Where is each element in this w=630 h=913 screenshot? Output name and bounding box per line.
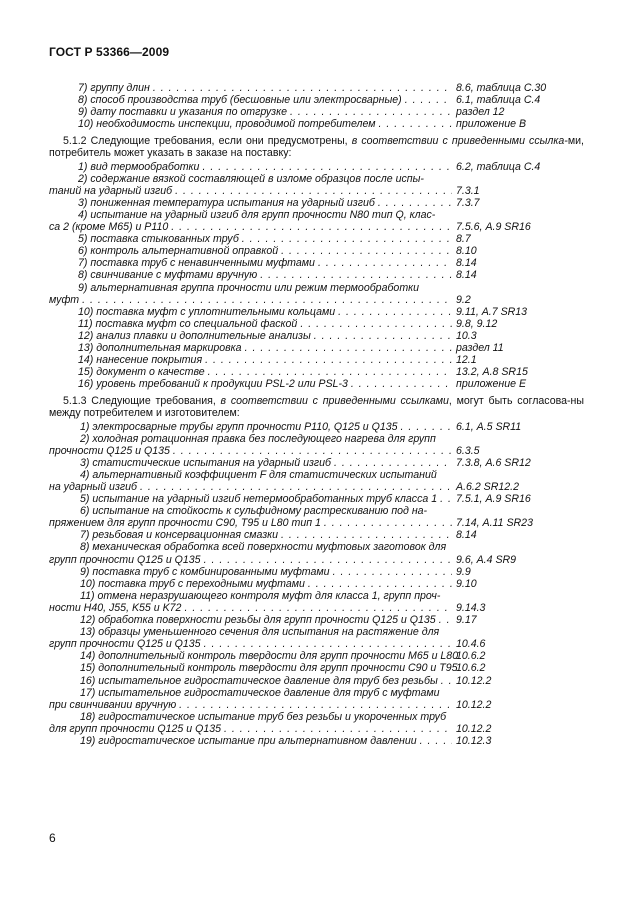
- list-item: [49, 94, 584, 106]
- list-item-text: 2) содержание вязкой составляющей в изломе образцов после испы-: [78, 172, 424, 185]
- list-item-reference: 7.3.8, А.6 SR12: [456, 456, 531, 469]
- dot-leader: [150, 82, 452, 94]
- list-item-text: 2) холодная ротационная правка без последующего нагрева для групп: [80, 432, 436, 445]
- dot-leader: [297, 318, 452, 330]
- list-item-reference: 10.6.2: [456, 650, 486, 663]
- list-item-text: 8) свинчивание с муфтами вручную: [78, 269, 258, 282]
- list-item-reference: приложение В: [456, 118, 527, 131]
- list-item: [49, 662, 584, 674]
- list-item-reference: 7.5.6, А.9 SR16: [456, 221, 531, 234]
- list-item-text: 3) статистические испытания на ударный изгиб: [80, 456, 331, 469]
- list-item: [49, 378, 584, 390]
- list-item: [49, 233, 584, 245]
- dot-leader: [417, 735, 452, 747]
- list-item: [49, 421, 584, 433]
- list-item-text: 3) пониженная температура испытания на ударный изгиб: [78, 196, 375, 209]
- list-item-reference: 6.3.5: [456, 444, 480, 457]
- list-item-continuation: пряжением для групп прочности С90, Т95 и L80 тип 1: [49, 517, 321, 530]
- document-body: [49, 82, 584, 747]
- list-item: [49, 578, 584, 590]
- list-item-continuation: групп прочности Q125 и Q135: [49, 638, 201, 651]
- dot-leader: [375, 197, 452, 209]
- dot-leader: [278, 529, 452, 541]
- list-item: [49, 257, 584, 269]
- dot-leader: [331, 457, 452, 469]
- list-item-continuation: при свинчивании вручную: [49, 698, 177, 711]
- list-item: [49, 185, 584, 197]
- list-item-reference: 7.3.1: [456, 184, 480, 197]
- list-item: [49, 197, 584, 209]
- list-item-reference: 10.6.2: [456, 662, 486, 675]
- dot-leader: [315, 257, 452, 269]
- paragraph-5-1-2: [49, 135, 584, 159]
- list-item-reference: 7.5.1, А.9 SR16: [456, 493, 531, 506]
- list-item-reference: 9.9: [456, 565, 471, 578]
- dot-leader: [436, 614, 452, 626]
- list-item: [49, 699, 584, 711]
- dot-leader: [221, 723, 452, 735]
- list-item: [49, 493, 584, 505]
- dot-leader: [201, 554, 452, 566]
- list-item: [49, 723, 584, 735]
- list-item-reference: раздел 12: [456, 106, 505, 119]
- list-item-reference: 8.14: [456, 269, 477, 282]
- list-item: [49, 366, 584, 378]
- list-item-text: 5) испытание на ударный изгиб нетермообработанных труб класса 1: [80, 493, 438, 506]
- list-item-text: 4) испытание на ударный изгиб для групп прочности N80 тип Q, клас-: [78, 208, 436, 221]
- list-item-text: 17) испытательное гидростатическое давление для труб с муфтами: [80, 686, 440, 699]
- list-item-text: 6) контроль альтернативной оправкой: [78, 245, 279, 258]
- list-item-continuation: ности Н40, J55, K55 и K72: [49, 601, 182, 614]
- list-item-text: 11) отмена неразрушающего контроля муфт для класса 1, групп проч-: [80, 589, 441, 602]
- list-item-text: 15) документ о качестве: [78, 366, 205, 379]
- list-item: [49, 245, 584, 257]
- list-item: [49, 161, 584, 173]
- para-tail: ми, потребитель может указать в заказе на поставку:: [49, 135, 584, 160]
- dot-leader: [438, 675, 452, 687]
- list-item: [49, 566, 584, 578]
- list-item-continuation: групп прочности Q125 и Q135: [49, 553, 201, 566]
- list-item: [49, 735, 584, 747]
- list-item-text: 13) образцы уменьшенного сечения для испытания на растяжение для: [80, 626, 440, 639]
- list-item-text: 5) поставка стыкованных труб: [78, 233, 239, 246]
- document-header: ГОСТ Р 53366—2009: [49, 45, 170, 59]
- dot-leader: [321, 517, 452, 529]
- dot-leader: [172, 185, 452, 197]
- list-item-reference: 7.3.7: [456, 196, 480, 209]
- list-item-text: 7) группу длин: [78, 82, 150, 94]
- list-item-text: 1) вид термообработки: [78, 160, 200, 173]
- list-item-text: 9) дату поставки и указания по отгрузке: [78, 106, 287, 119]
- list-item-reference: приложение Е: [456, 378, 527, 391]
- list-item: [49, 330, 584, 342]
- dot-leader: [330, 566, 452, 578]
- list-item-text: 10) поставка муфт с уплотнительными кольцами: [78, 305, 336, 318]
- list-item: [49, 306, 584, 318]
- list-item-reference: 9.2: [456, 293, 471, 306]
- list-item-text: 6) испытание на стойкость к сульфидному растрескиванию под на-: [80, 505, 428, 518]
- list-item-reference: 10.12.2: [456, 698, 492, 711]
- list-item-text: 10) поставка труб с переходными муфтами: [80, 577, 305, 590]
- list-item-reference: 8.6, таблица С.30: [456, 82, 547, 94]
- list-item: [49, 118, 584, 130]
- list-item-text: 12) обработка поверхности резьбы для групп прочности Q125 и Q135: [80, 614, 436, 627]
- list-item-reference: 12.1: [456, 354, 477, 367]
- dot-leader: [205, 366, 452, 378]
- list-order-items: [49, 82, 584, 130]
- list-item: [49, 269, 584, 281]
- list-item-text: 7) резьбовая и консервационная смазки: [80, 529, 279, 542]
- dot-leader: [201, 638, 452, 650]
- para-tail: , могут быть согласова-ны между потребителем и изготовителем:: [49, 395, 584, 420]
- list-item: [49, 602, 584, 614]
- dot-leader: [242, 342, 452, 354]
- list-item-continuation: для групп прочности Q125 и Q135: [49, 722, 222, 735]
- dot-leader: [335, 306, 452, 318]
- dot-leader: [278, 245, 452, 257]
- list-item-reference: 8.14: [456, 257, 477, 270]
- list-item: [49, 457, 584, 469]
- list-item-reference: 6.1, таблица С.4: [456, 94, 541, 107]
- list-item: [49, 342, 584, 354]
- list-item-reference: 6.2, таблица С.4: [456, 160, 541, 173]
- dot-leader: [287, 106, 452, 118]
- list-item-continuation: са 2 (кроме М65) и Р110: [49, 221, 169, 234]
- list-item-reference: 10.4.6: [456, 638, 486, 651]
- list-item: [49, 675, 584, 687]
- list-item-reference: 9.17: [456, 614, 477, 627]
- list-item-text: 11) поставка муфт со специальной фаской: [78, 317, 298, 330]
- dot-leader: [176, 699, 452, 711]
- dot-leader: [311, 330, 452, 342]
- dot-leader: [257, 269, 452, 281]
- dot-leader: [170, 445, 452, 457]
- list-item-reference: 8.7: [456, 233, 471, 246]
- list-item-text: 10) необходимость инспекции, проводимой потребителем: [78, 118, 376, 131]
- list-item: [49, 638, 584, 650]
- list-item-text: 7) поставка труб с ненавинченными муфтами: [78, 257, 315, 270]
- dot-leader: [181, 602, 452, 614]
- list-item: [49, 445, 584, 457]
- dot-leader: [137, 481, 452, 493]
- list-item-text: 8) способ производства труб (бесшовные или электросварные): [78, 94, 402, 107]
- list-item-continuation: муфт: [49, 293, 80, 306]
- list-item: [49, 318, 584, 330]
- dot-leader: [348, 378, 452, 390]
- list-item-reference: 10.12.2: [456, 722, 492, 735]
- list-item-reference: 9.6, А.4 SR9: [456, 553, 517, 566]
- list-item-reference: раздел 11: [456, 341, 504, 354]
- list-item-reference: 9.10: [456, 577, 477, 590]
- list-item-text: 8) механическая обработка всей поверхности муфтовых заготовок для: [80, 541, 447, 554]
- para-italic: в соответствии с приведенными ссылками: [220, 395, 449, 408]
- list-item-text: 9) альтернативная группа прочности или режим термообработки: [78, 281, 420, 294]
- list-item: [49, 106, 584, 118]
- list-item: [49, 481, 584, 493]
- para-italic: в соответствии с приведенными ссылка-: [351, 135, 568, 148]
- list-item: [49, 554, 584, 566]
- list-item-continuation: прочности Q125 и Q135: [49, 444, 170, 457]
- list-item-reference: А.6.2 SR12.2: [456, 481, 520, 493]
- list-item-reference: 10.12.2: [456, 674, 492, 687]
- list-item-text: 1) электросварные трубы групп прочности Р110, Q125 и Q135: [80, 420, 398, 433]
- list-item-continuation: таний на ударный изгиб: [49, 184, 173, 197]
- dot-leader: [305, 578, 452, 590]
- dot-leader: [79, 294, 452, 306]
- dot-leader: [398, 421, 452, 433]
- list-item-reference: 8.10: [456, 245, 477, 258]
- list-item-text: 13) дополнительная маркировка: [78, 341, 242, 354]
- list-item-reference: 10.12.3: [456, 734, 492, 747]
- list-item-reference: 9.14.3: [456, 601, 486, 614]
- list-item: [49, 221, 584, 233]
- list-item-text: 9) поставка труб с комбинированными муфтами: [80, 565, 330, 578]
- list-optional-requirements: [49, 161, 584, 391]
- list-item: [49, 354, 584, 366]
- list-item-reference: 7.14, А.11 SR23: [456, 517, 533, 530]
- page-number: 6: [49, 831, 56, 845]
- list-agreed-requirements: [49, 421, 584, 748]
- list-item-reference: 13.2, А.8 SR15: [456, 366, 528, 379]
- list-item-continuation: на ударный изгиб: [49, 481, 137, 493]
- dot-leader: [168, 221, 452, 233]
- dot-leader: [199, 161, 452, 173]
- list-item-text: 14) нанесение покрытия: [78, 354, 203, 367]
- list-item-reference: 9.8, 9.12: [456, 317, 498, 330]
- list-item-text: 4) альтернативный коэффициент F для статистических испытаний: [80, 468, 437, 481]
- list-item-text: 14) дополнительный контроль твердости для групп прочности М65 и L80: [80, 650, 459, 663]
- list-item: [49, 529, 584, 541]
- dot-leader: [239, 233, 452, 245]
- list-item: [49, 517, 584, 529]
- para-lead: 5.1.3 Следующие требования,: [63, 395, 221, 408]
- list-item-text: 15) дополнительный контроль твердости для групп прочности С90 и Т95: [80, 662, 458, 675]
- list-item-text: 12) анализ плавки и дополнительные анализы: [78, 329, 311, 342]
- list-item: [49, 294, 584, 306]
- dot-leader: [402, 94, 452, 106]
- list-item: [49, 614, 584, 626]
- paragraph-5-1-3: [49, 395, 584, 419]
- list-item-reference: 8.14: [456, 529, 477, 542]
- list-item-reference: 10.3: [456, 329, 477, 342]
- list-item-text: 16) испытательное гидростатическое давление для труб без резьбы: [80, 674, 438, 687]
- list-item: [49, 650, 584, 662]
- para-lead: 5.1.2 Следующие требования, если они предусмотрены,: [63, 135, 352, 148]
- dot-leader: [437, 493, 452, 505]
- list-item: [49, 82, 584, 94]
- list-item-text: 19) гидростатическое испытание при альтернативном давлении: [80, 734, 417, 747]
- list-item-text: 18) гидростатическое испытание труб без резьбы и укороченных труб: [80, 710, 447, 723]
- list-item-text: 16) уровень требований к продукции PSL-2 или PSL-3: [78, 378, 348, 391]
- list-item-reference: 9.11, А.7 SR13: [456, 305, 528, 318]
- dot-leader: [376, 118, 452, 130]
- dot-leader: [202, 354, 452, 366]
- list-item-reference: 6.1, А.5 SR11: [456, 420, 522, 433]
